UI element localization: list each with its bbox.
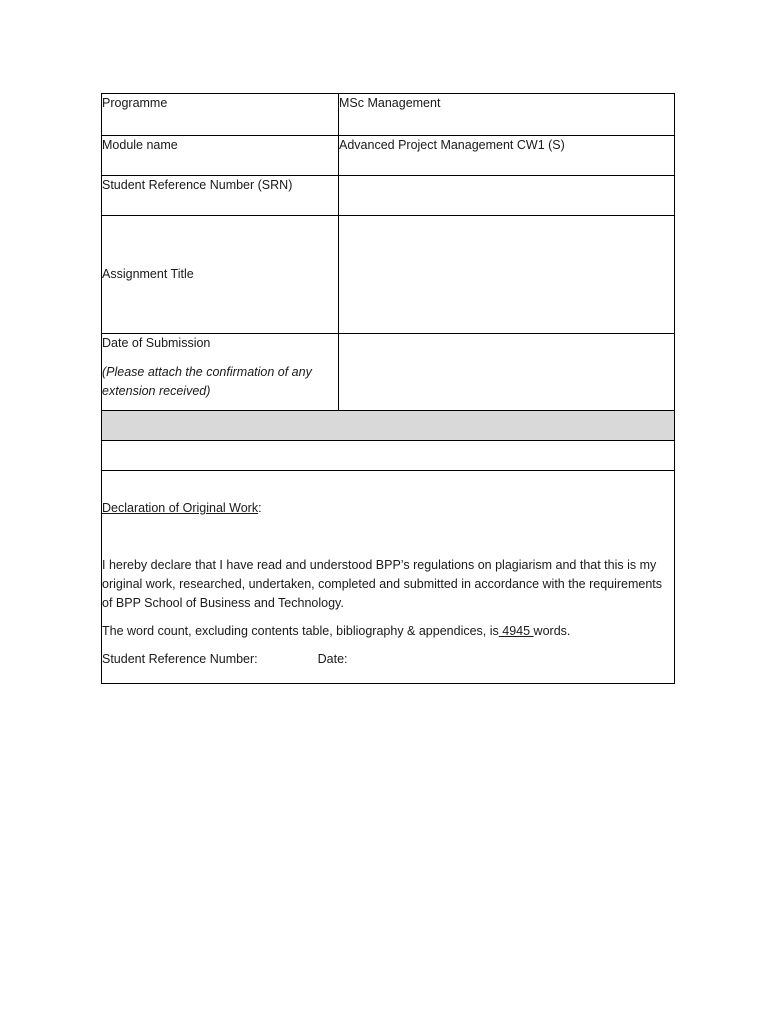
declaration-heading-colon: :: [258, 501, 262, 515]
word-count-suffix: words.: [533, 624, 571, 638]
word-count-prefix: The word count, excluding contents table, bibliography & appendices, is: [102, 624, 499, 638]
module-label: Module name: [102, 136, 339, 175]
srn-label: Student Reference Number (SRN): [102, 176, 339, 215]
submission-date-value: [339, 334, 674, 410]
word-count-line: [102, 622, 674, 641]
coursework-cover-sheet: [101, 93, 675, 684]
programme-label: Programme: [102, 94, 339, 135]
programme-value: MSc Management: [339, 96, 441, 110]
assignment-value: [339, 216, 674, 333]
assignment-label: Assignment Title: [102, 267, 194, 281]
declaration-section: [102, 471, 674, 684]
submission-date-note: (Please attach the confirmation of any extension received): [102, 365, 312, 398]
srn-value: [339, 176, 674, 215]
signature-srn-label: Student Reference Number:: [102, 652, 258, 666]
submission-date-row: [102, 334, 674, 411]
submission-date-label-cell: [102, 334, 339, 410]
assignment-row: [102, 216, 674, 334]
declaration-heading: Declaration of Original Work: [102, 501, 259, 515]
blank-row: [102, 441, 674, 471]
declaration-cell: [102, 471, 674, 683]
srn-row: [102, 176, 674, 216]
programme-row: [102, 94, 674, 136]
submission-date-label: Date of Submission: [102, 336, 211, 350]
word-count-value: 4945: [498, 624, 534, 638]
module-value: Advanced Project Management CW1 (S): [339, 138, 565, 152]
signature-line: [102, 650, 674, 669]
assignment-label-cell: [102, 216, 339, 333]
shaded-divider-row: [102, 411, 674, 441]
declaration-body: I hereby declare that I have read and understood BPP’s regulations on plagiarism and that this is my original work, researched, undertaken, completed and submitted in accordance with the requirements of BPP School of Business and Technology.: [102, 558, 663, 610]
signature-date-label: Date:: [317, 652, 348, 666]
module-row: [102, 136, 674, 176]
declaration-heading-line: [102, 499, 674, 518]
